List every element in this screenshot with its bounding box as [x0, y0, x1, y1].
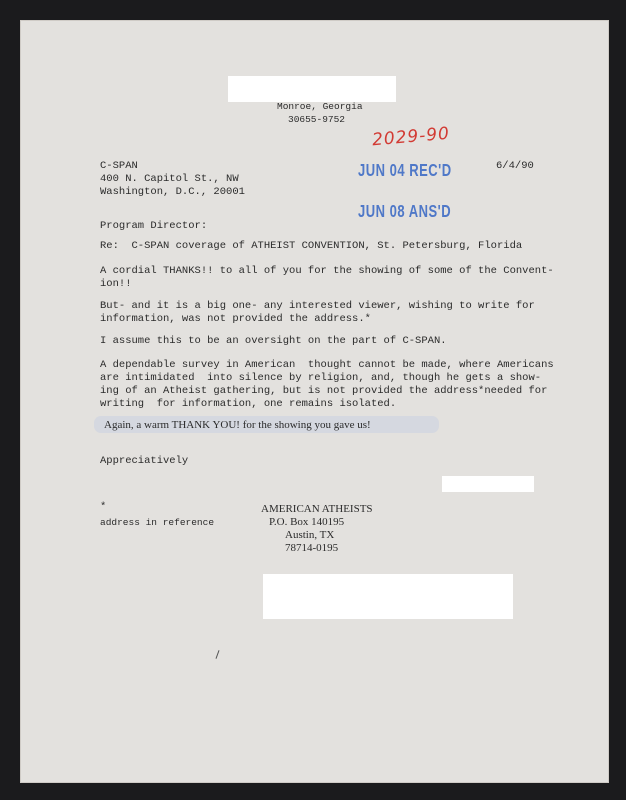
footnote-text: address in reference — [100, 517, 215, 528]
handwritten-reference-number: 2029-90 — [371, 123, 451, 151]
org-name: AMERICAN ATHEISTS — [261, 503, 373, 515]
redacted-signature — [442, 476, 534, 492]
footnote-marker: * — [100, 501, 107, 513]
recipient-line-3: Washington, D.C., 20001 — [100, 186, 245, 198]
org-po-box: P.O. Box 140195 — [269, 516, 345, 528]
sender-zip: 30655-9752 — [288, 114, 346, 125]
paragraph-4-line-3: ing of an Atheist gathering, but is not provided the address*needed for — [100, 385, 548, 397]
paragraph-4-line-4: writing for information, one remains isolated. — [100, 398, 397, 410]
paragraph-3: I assume this to be an oversight on the part of C-SPAN. — [100, 335, 447, 347]
answered-stamp: JUN 08 ANS'D — [358, 201, 452, 222]
subject-line: Re: C-SPAN coverage of ATHEIST CONVENTION, St. Petersburg, Florida — [100, 240, 523, 252]
letter-date: 6/4/90 — [496, 160, 534, 172]
recipient-line-2: 400 N. Capitol St., NW — [100, 173, 239, 185]
org-city: Austin, TX — [285, 529, 335, 541]
pen-mark — [215, 650, 219, 659]
closing: Appreciatively — [100, 455, 189, 467]
org-zip: 78714-0195 — [285, 542, 339, 554]
redacted-block — [263, 574, 513, 619]
paragraph-4-line-2: are intimidated into silence by religion, and, though he gets a show- — [100, 372, 542, 384]
paragraph-1-line-2: ion!! — [100, 278, 132, 290]
received-stamp: JUN 04 REC'D — [358, 160, 452, 181]
sender-city: Monroe, Georgia — [277, 101, 363, 112]
paragraph-1-line-1: A cordial THANKS!! to all of you for the showing of some of the Convent- — [100, 265, 554, 277]
paragraph-2-line-2: information, was not provided the address.* — [100, 313, 371, 325]
paragraph-5: Again, a warm THANK YOU! for the showing you gave us! — [104, 419, 371, 431]
paragraph-2-line-1: But- and it is a big one- any interested viewer, wishing to write for — [100, 300, 535, 312]
salutation: Program Director: — [100, 220, 208, 232]
redacted-sender-name — [228, 76, 396, 102]
recipient-line-1: C-SPAN — [100, 160, 138, 172]
paragraph-4-line-1: A dependable survey in American thought cannot be made, where Americans — [100, 359, 554, 371]
letter-page — [20, 20, 609, 783]
